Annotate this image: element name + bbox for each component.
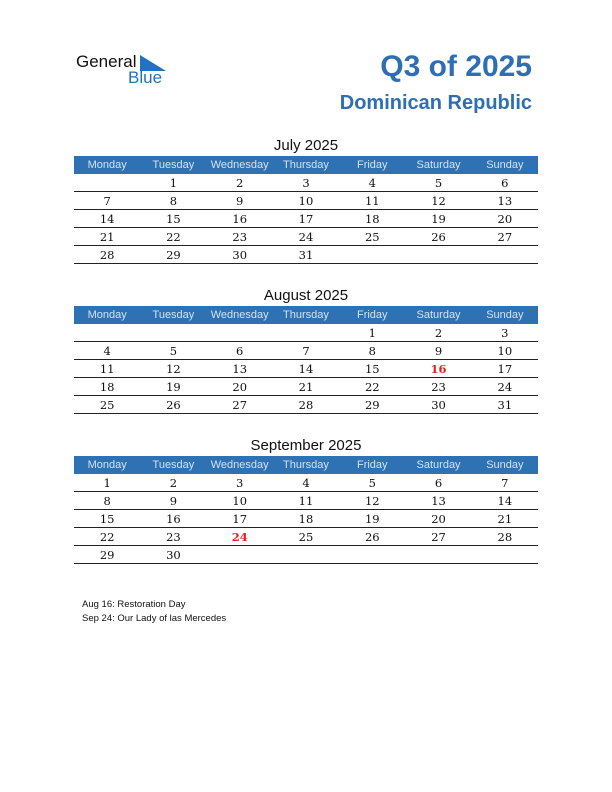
- day-cell: 6: [405, 474, 471, 492]
- day-cell: 24: [273, 228, 339, 246]
- week-row: [74, 210, 538, 228]
- day-cell: 5: [339, 474, 405, 492]
- day-cell: 6: [207, 342, 273, 360]
- logo-text-blue: Blue: [128, 68, 163, 87]
- day-cell: 22: [140, 228, 206, 246]
- holiday-notes: [82, 598, 226, 625]
- day-cell: 8: [74, 492, 140, 510]
- weekday-label: Friday: [339, 306, 405, 324]
- weekday-label: Tuesday: [140, 306, 206, 324]
- day-cell: 14: [273, 360, 339, 378]
- day-cell: 10: [207, 492, 273, 510]
- day-cell: [472, 246, 538, 264]
- day-cell: 3: [273, 174, 339, 192]
- day-cell: 4: [339, 174, 405, 192]
- day-cell: 2: [405, 324, 471, 342]
- weekday-label: Saturday: [405, 156, 471, 174]
- holiday-day-cell: 24: [207, 528, 273, 546]
- weekday-label: Monday: [74, 156, 140, 174]
- day-cell: [472, 546, 538, 564]
- week-row: [74, 528, 538, 546]
- day-cell: 11: [339, 192, 405, 210]
- day-cell: 17: [207, 510, 273, 528]
- day-cell: 30: [140, 546, 206, 564]
- day-cell: 19: [339, 510, 405, 528]
- day-cell: [339, 546, 405, 564]
- day-cell: 15: [74, 510, 140, 528]
- day-cell: 12: [140, 360, 206, 378]
- day-cell: 13: [207, 360, 273, 378]
- day-cell: 23: [207, 228, 273, 246]
- day-cell: 18: [273, 510, 339, 528]
- day-cell: [273, 546, 339, 564]
- day-cell: 25: [273, 528, 339, 546]
- day-cell: 31: [273, 246, 339, 264]
- day-cell: 26: [140, 396, 206, 414]
- day-cell: 9: [140, 492, 206, 510]
- day-cell: 4: [273, 474, 339, 492]
- day-cell: 9: [207, 192, 273, 210]
- day-cell: 29: [140, 246, 206, 264]
- day-cell: 12: [339, 492, 405, 510]
- day-cell: [405, 246, 471, 264]
- day-cell: 25: [74, 396, 140, 414]
- day-cell: [339, 246, 405, 264]
- day-cell: [207, 546, 273, 564]
- day-cell: 13: [405, 492, 471, 510]
- week-row: [74, 174, 538, 192]
- weekday-label: Saturday: [405, 456, 471, 474]
- day-cell: [405, 546, 471, 564]
- holiday-note: Sep 24: Our Lady of las Mercedes: [82, 612, 227, 624]
- weekday-label: Thursday: [273, 456, 339, 474]
- day-cell: [140, 324, 206, 342]
- week-row: [74, 360, 538, 378]
- month-calendar: [74, 137, 538, 264]
- day-cell: 16: [207, 210, 273, 228]
- weekday-label: Wednesday: [207, 456, 273, 474]
- day-cell: 14: [472, 492, 538, 510]
- day-cell: [74, 174, 140, 192]
- weekday-header: [74, 156, 538, 174]
- weekday-label: Monday: [74, 306, 140, 324]
- day-cell: 7: [472, 474, 538, 492]
- calendar-table: [74, 306, 538, 414]
- day-cell: [74, 324, 140, 342]
- day-cell: 7: [273, 342, 339, 360]
- day-cell: 29: [74, 546, 140, 564]
- day-cell: 10: [472, 342, 538, 360]
- calendar-table: [74, 456, 538, 564]
- week-row: [74, 228, 538, 246]
- day-cell: 19: [140, 378, 206, 396]
- day-cell: 21: [273, 378, 339, 396]
- day-cell: 19: [405, 210, 471, 228]
- day-cell: 26: [405, 228, 471, 246]
- day-cell: 12: [405, 192, 471, 210]
- week-row: [74, 378, 538, 396]
- weekday-label: Saturday: [405, 306, 471, 324]
- day-cell: 22: [74, 528, 140, 546]
- day-cell: 8: [339, 342, 405, 360]
- day-cell: 13: [472, 192, 538, 210]
- day-cell: 5: [405, 174, 471, 192]
- weekday-label: Wednesday: [207, 156, 273, 174]
- day-cell: 11: [74, 360, 140, 378]
- day-cell: 2: [140, 474, 206, 492]
- weekday-label: Sunday: [472, 306, 538, 324]
- week-row: [74, 546, 538, 564]
- weekday-label: Sunday: [472, 156, 538, 174]
- day-cell: 30: [207, 246, 273, 264]
- day-cell: 18: [74, 378, 140, 396]
- day-cell: 20: [405, 510, 471, 528]
- day-cell: 23: [405, 378, 471, 396]
- day-cell: 28: [472, 528, 538, 546]
- weekday-label: Monday: [74, 456, 140, 474]
- day-cell: [207, 324, 273, 342]
- day-cell: 6: [472, 174, 538, 192]
- day-cell: 27: [472, 228, 538, 246]
- day-cell: [273, 324, 339, 342]
- holiday-day-cell: 16: [405, 360, 471, 378]
- day-cell: 4: [74, 342, 140, 360]
- week-row: [74, 396, 538, 414]
- day-cell: 17: [273, 210, 339, 228]
- day-cell: 28: [273, 396, 339, 414]
- day-cell: 29: [339, 396, 405, 414]
- day-cell: 8: [140, 192, 206, 210]
- day-cell: 27: [405, 528, 471, 546]
- holiday-note: Aug 16: Restoration Day: [82, 599, 186, 610]
- day-cell: 28: [74, 246, 140, 264]
- day-cell: 16: [140, 510, 206, 528]
- day-cell: 14: [74, 210, 140, 228]
- day-cell: 21: [74, 228, 140, 246]
- month-calendar: [74, 287, 538, 414]
- day-cell: 11: [273, 492, 339, 510]
- month-title: July 2025: [273, 137, 339, 154]
- weekday-label: Wednesday: [207, 306, 273, 324]
- month-calendar: [74, 437, 538, 564]
- weekday-label: Friday: [339, 156, 405, 174]
- day-cell: 2: [207, 174, 273, 192]
- day-cell: 3: [207, 474, 273, 492]
- weekday-header: [74, 456, 538, 474]
- day-cell: 20: [207, 378, 273, 396]
- calendar-table: [74, 156, 538, 264]
- day-cell: 21: [472, 510, 538, 528]
- day-cell: 23: [140, 528, 206, 546]
- day-cell: 10: [273, 192, 339, 210]
- day-cell: 5: [140, 342, 206, 360]
- day-cell: 24: [472, 378, 538, 396]
- day-cell: 22: [339, 378, 405, 396]
- logo-text-general: General: [76, 52, 137, 71]
- day-cell: 31: [472, 396, 538, 414]
- day-cell: 25: [339, 228, 405, 246]
- week-row: [74, 342, 538, 360]
- day-cell: 17: [472, 360, 538, 378]
- day-cell: 3: [472, 324, 538, 342]
- weekday-label: Tuesday: [140, 456, 206, 474]
- day-cell: 26: [339, 528, 405, 546]
- day-cell: 18: [339, 210, 405, 228]
- weekday-label: Thursday: [273, 156, 339, 174]
- week-row: [74, 474, 538, 492]
- day-cell: 30: [405, 396, 471, 414]
- week-row: [74, 192, 538, 210]
- day-cell: 7: [74, 192, 140, 210]
- week-row: [74, 246, 538, 264]
- day-cell: 1: [74, 474, 140, 492]
- week-row: [74, 324, 538, 342]
- weekday-header: [74, 306, 538, 324]
- day-cell: 15: [140, 210, 206, 228]
- month-title: September 2025: [250, 437, 362, 454]
- day-cell: 1: [339, 324, 405, 342]
- weekday-label: Sunday: [472, 456, 538, 474]
- weekday-label: Thursday: [273, 306, 339, 324]
- weekday-label: Tuesday: [140, 156, 206, 174]
- day-cell: 27: [207, 396, 273, 414]
- day-cell: 1: [140, 174, 206, 192]
- page-title: Q3 of 2025: [380, 50, 532, 83]
- day-cell: 9: [405, 342, 471, 360]
- month-title: August 2025: [263, 287, 349, 304]
- country-name: Dominican Republic: [339, 92, 532, 114]
- day-cell: 20: [472, 210, 538, 228]
- week-row: [74, 510, 538, 528]
- weekday-label: Friday: [339, 456, 405, 474]
- week-row: [74, 492, 538, 510]
- day-cell: 15: [339, 360, 405, 378]
